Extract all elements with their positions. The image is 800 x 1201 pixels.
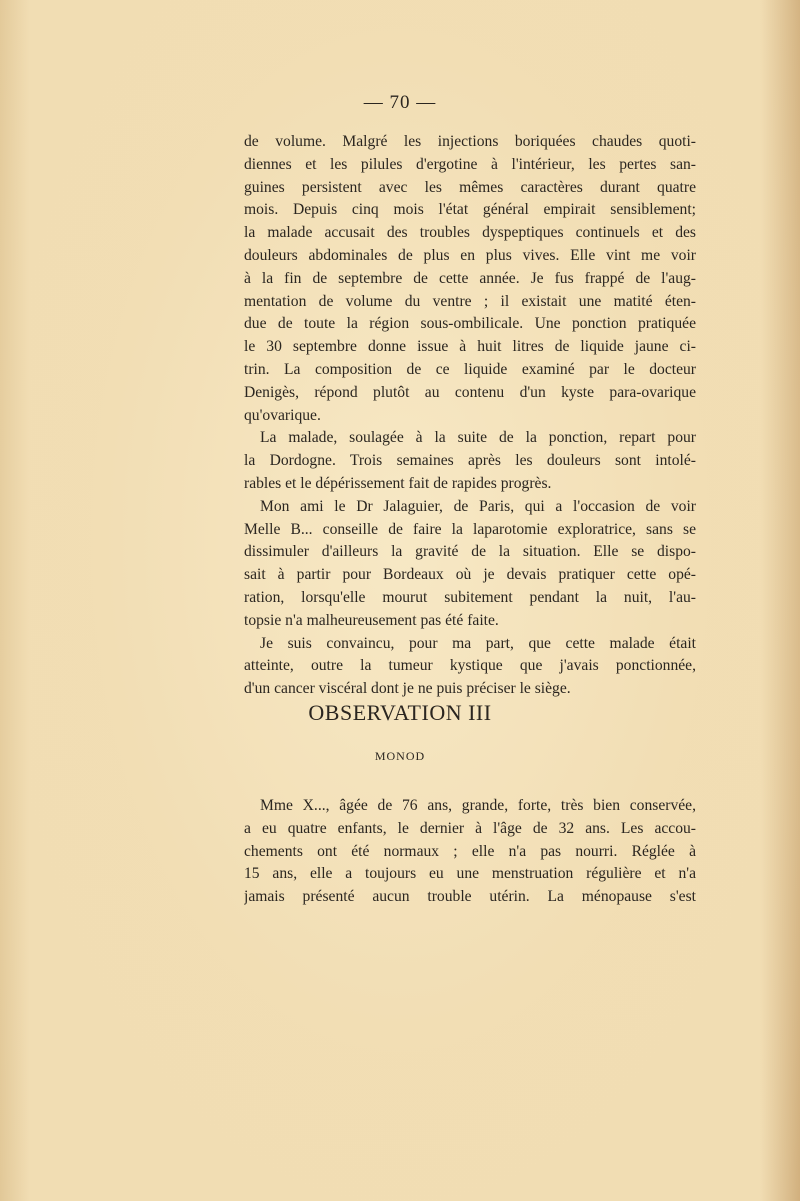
text-line: La malade, soulagée à la suite de la ponction, repart pour — [260, 429, 696, 447]
text-line: guines persistent avec les mêmes caractères durant quatre — [244, 178, 696, 196]
text-line: Je suis convaincu, pour ma part, que cette malade était — [260, 634, 696, 652]
text-line: trin. La composition de ce liquide examiné par le docteur — [244, 360, 696, 378]
text-line: due de toute la région sous-ombilicale. Une ponction pratiquée — [244, 315, 696, 333]
text-line: sait à partir pour Bordeaux où je devais pratiquer cette opé- — [244, 566, 696, 584]
text-line: à la fin de septembre de cette année. Je fus frappé de l'aug- — [244, 269, 696, 287]
text-line: d'un cancer viscéral dont je ne puis préciser le siège. — [244, 680, 571, 698]
text-line: ration, lorsqu'elle mourut subitement pendant la nuit, l'au- — [244, 588, 696, 606]
body-text-block — [244, 131, 696, 701]
text-line: 15 ans, elle a toujours eu une menstruation régulière et n'a — [244, 865, 696, 883]
text-line: jamais présenté aucun trouble utérin. La ménopause s'est — [244, 888, 696, 906]
section-author: MONOD — [374, 749, 426, 763]
text-line: qu'ovarique. — [244, 406, 321, 424]
text-line: Mon ami le Dr Jalaguier, de Paris, qui a l'occasion de voir — [260, 497, 696, 515]
section-title: OBSERVATION III — [308, 700, 492, 725]
text-line: de volume. Malgré les injections boriquées chaudes quoti- — [244, 133, 696, 150]
text-line: douleurs abdominales de plus en plus vives. Elle vint me voir — [244, 246, 696, 264]
text-line: diennes et les pilules d'ergotine à l'intérieur, les pertes san- — [244, 155, 696, 173]
page-number: — 70 — — [363, 92, 437, 113]
body-text-block-continued — [244, 795, 696, 909]
text-line: la Dordogne. Trois semaines après les douleurs sont intolé- — [244, 452, 696, 470]
text-line: le 30 septembre donne issue à huit litres de liquide jaune ci- — [244, 338, 696, 356]
text-line: topsie n'a malheureusement pas été faite. — [244, 611, 499, 629]
text-line: mois. Depuis cinq mois l'état général empirait sensiblement; — [244, 201, 696, 219]
text-line: chements ont été normaux ; elle n'a pas nourri. Réglée à — [244, 842, 696, 860]
text-line: dissimuler d'ailleurs la gravité de la situation. Elle se dispo- — [244, 543, 696, 561]
text-line: Denigès, répond plutôt au contenu d'un kyste para-ovarique — [244, 383, 696, 401]
text-line: atteinte, outre la tumeur kystique que j'avais ponctionnée, — [244, 657, 696, 675]
text-line: a eu quatre enfants, le dernier à l'âge de 32 ans. Les accou- — [244, 819, 696, 837]
text-line: rables et le dépérissement fait de rapides progrès. — [244, 474, 552, 492]
text-line: la malade accusait des troubles dyspeptiques continuels et des — [244, 224, 696, 242]
text-line: Melle B... conseille de faire la laparotomie exploratrice, sans se — [244, 520, 696, 538]
text-line: Mme X..., âgée de 76 ans, grande, forte, très bien conservée, — [260, 797, 696, 814]
text-line: mentation de volume du ventre ; il existait une matité éten- — [244, 292, 696, 310]
